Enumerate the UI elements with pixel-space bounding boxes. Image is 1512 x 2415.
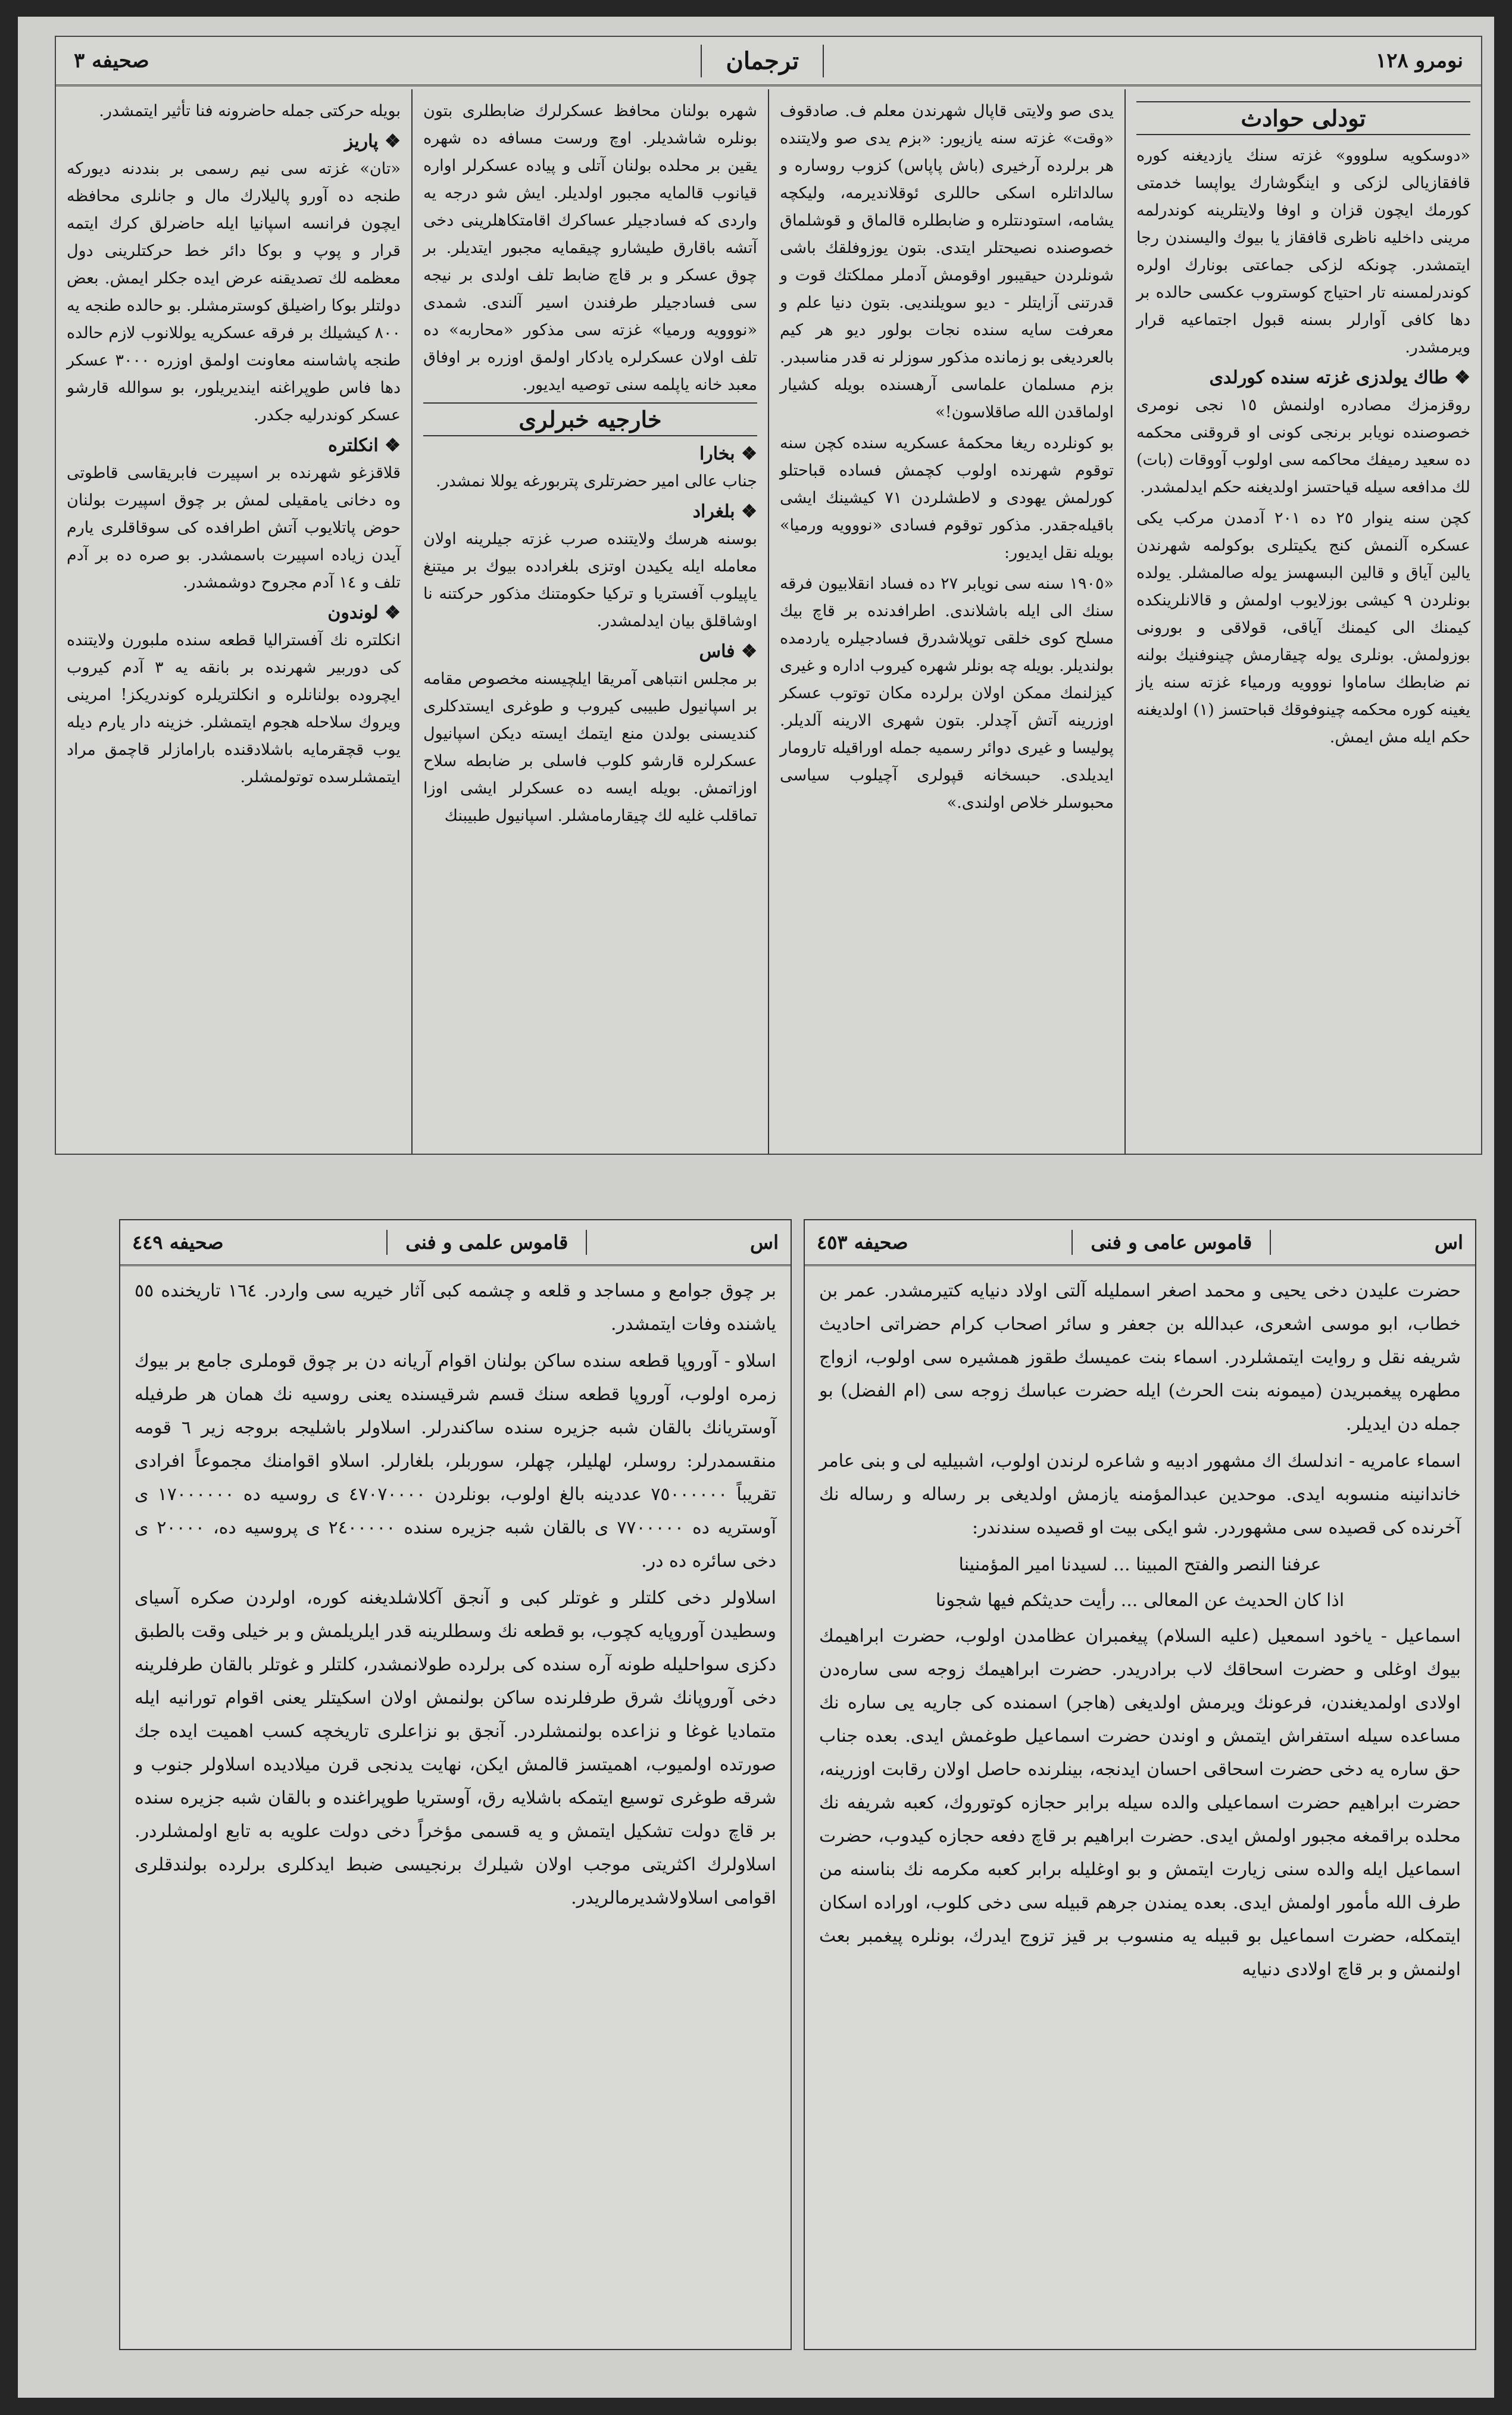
article-text: بوسنه هرسك ولايتنده صرب غزته جيلرينه اولان معامله ايله يكيدن اوتزى بلغرادده بيوك بر ميتنغ ياپيلوب آفستريا و تركيا حكومتنك مذكور حركتنه نا اوشاقلق بيان ايدلمشدر. [423, 530, 757, 630]
newspaper-page [55, 36, 1482, 1155]
article-subheading: ❖ لوندون [67, 602, 401, 623]
article-subheading: ❖ طاك يولدزى غزته سنده كورلدى [1136, 367, 1470, 388]
issue-number: نومرو ۱۲۸ [1375, 49, 1463, 73]
column-two [768, 89, 1124, 1154]
dictionary-page-number: صحيفه ٤٥٣ [817, 1231, 908, 1254]
dictionary-paragraph: اسلاولر دخى كلتلر و غوتلر كبى و آنجق آكلاشلديغنه كوره، اولردن صكره آسياى وسطيدن آوروپايه كچوب، بو قطعه نك وسطلرينه قدر ايلريلمش و بر خيلى وقت بالطبق دكزى سواحليله طونه آره سنده كى برلرده طولانمشدر، كلتلر و غوتلر بالقان طرفلرينه دخى آوروپانك شرق طرفلرنده ساكن بولنمش اولان اسكيتلر يعنى اقوام تورانيه ايله متماديا غوغا و نزاعده بولنمشلردر. آنجق بو نزاعلرى تاريخچه كسب اهميت ايده جك صورتده اولميوب، اهميتسز قالمش ايكن، نهايت يدنجى قرن ميلاديده اسلاولر جنوب و شرقه طوغرى توسيع ايتمكه باشلايه رق، آوستريا طوپراغنده و بالقان شبه جزيره سنده بر قاچ دولت تشكيل ايتمش و يه قسمى مؤخراً دخى دولت علويه به تابع اولمشلردر. اسلاولرك اكثريتى موجب اولان شيلرك برنجيسى ضبط ايدكلرى برلرده بولندقلرى اقوامى اسلاولاشديرمالريدر. [135, 1588, 776, 1908]
article-text: انكلتره نك آفستراليا قطعه سنده ملبورن ولايتنده كى دوربير شهرنده بر بانقه يه ٣ آدم كيروب ايچروده بولنانلره و انكلتريلره كوندريكز! امرينى ويروك سلاحله هجوم ايتمشلر. خزينه دار يارم ديله يوب قچقرمايه باشلادقنده بارامازلر قاچمق مراد ايتمشلرسده توتولمشلر. [67, 631, 401, 786]
dictionary-paragraph: بر چوق جوامع و مساجد و قلعه و چشمه كبى آثار خيريه سى واردر. ١٦٤ تاريخنده ٥٥ ياشنده وفات ايتمشدر. [135, 1280, 776, 1335]
dictionary-paragraph: اسماعيل - ياخود اسمعيل (عليه السلام) پيغمبران عظامدن اولوب، حضرت ابراهيمك بيوك اوغلى و حضرت اسحاقك لاب برادريدر. حضرت ابراهيمك زوجه سى سارەدن اولادى اولمديغندن، فرعونك ويرمش اولديغى (هاجر) اسمنده كى جاريه يى ساره نك مساعده سيله استفراش ايتمش و اوندن حضرت اسماعيل طوغمش ايدى. بعده جناب حق ساره يه دخى حضرت اسحاقى احسان ايدنجه، بينلرنده حاصل اولان رقابت اوزرينه، حضرت ابراهيم حضرت اسماعيلى والده سيله برابر حجازه كوتوروك، كعبه شريفه نك محلده براقمغه مجبور اولمش ايدى. حضرت ابراهيم بر قاچ دفعه حجازه كيدوب، حضرت اسماعيل ايله والده سنى زيارت ايتمش و بو اوغليله برابر كعبه مكرمه نك بناسنه من طرف الله مأمور اولمش ايدى. بعده يمندن جرهم قبيله سى دخى كلوب، اوراده اسكان ايتمكله، حضرت اسماعيل بو قبيله يه منسوب بر قيز تزوج ايدرك، بونلره پيغمبر بعث اولنمش و بر قاچ اولادى دنيايه [819, 1626, 1461, 1980]
article-text: كچن سنه ينوار ٢٥ ده ٢٠١ آدمدن مركب يكى عسكره آلنمش كنج يكيتلرى بوكولمه شهرندن يالين آياق و قالين البسهسز يوله صالمشلر. يولده بونلردن ٩ كيشى بوزلايوب اولمش و قالانلرينكده كيمنك الى كيمنك آياقى، قولاقى و بورونى بوزولمش. بونلرى يوله چيقارمش چينوفنيك بولنه نم ضابطك ساماوا نووويه ورمياء غزته سنه ياز يغينه كوره محكمه چينوفوقك قباحتسز (١) اولديغنه حكم ايله مش ايمش. [1136, 509, 1470, 746]
dictionary-letter: اس [750, 1231, 779, 1254]
dictionary-paragraph: اسلاو - آوروپا قطعه سنده ساكن بولنان اقوام آريانه دن بر چوق قوملرى جامع بر بيوك زمره اولوب، آوروپا قطعه سنك قسم شرقيسنده يعنى روسيه نك همان هر طرفيله آوستريانك بالقان شبه جزيره سنده ساكندرلر. اسلاولر باشليجه بروجه زير ٦ قومه منقسمدرلر: روسلر، لهليلر، چهلر، سوربلر، بلغارلر. اسلاو اقوامنك مجموعاً افرادى تقريباً ٧٥٠٠٠٠٠٠ عددينه بالغ اولوب، بونلردن ٤٧٠٧٠٠٠٠ ى روسيه ده ١٧٠٠٠٠٠٠ ى آوستريه ده ٧٧٠٠٠٠٠ ى بالقان شبه جزيره سنده ٢٤٠٠٠٠٠ ى پروسيه ده، ٢٠٠٠٠ ى دخى سائره ده در. [135, 1351, 777, 1572]
newspaper-header [56, 37, 1481, 86]
article-text: شهره بولنان محافظ عسكرلرك ضابطلرى بتون بونلره شاشديلر. اوچ ورست مسافه ده شهره يقين بر محلده بولنان آتلى و پياده عسكرلر اواره قيانوب قالمايه مجبور اولديلر. ايش شو درجه يه واردى كه فسادجيلر عساكرك اقامتكاهلرينى دخى آتشه باقارق طيشارو چيقمايه مجبور ايتديلر. بر چوق عسكر و بر قاچ ضابط تلف اولدى بر نيجه سى فسادجيلر طرفندن اسير آلندى. شمدى «نووويه ورميا» غزته سى مذكور «محاربه» ده تلف اولان عسكرلره يادكار اولمق اوزره بر اوفاق معبد خانه ياپلمه سنى توصيه ايديور. [423, 102, 757, 394]
article-text: جناب عالى امير حضرتلرى پتربورغه يوللا نمشدر. [436, 472, 757, 491]
dictionary-body [120, 1266, 791, 1927]
article-text: «دوسكويه سلووو» غزته سنك يازديغنه كوره قافقازيالى لزكى و اينگوشارك يواپسا خدمتى كورمك ايچون قزان و اوفا ولايتلرينه كوندرلمه مرينى داخليه ناظرى قافقاز يا بيوك واليسندن رجا ايتمشدر. چونكه لزكى جماعتى بونارك اولره كوندرلمسنه تار احتياج كوستروب عكسى حالده بر دها كافى آوارلر بسنه قبول اجتماعيه قرار ويرمشدر. [1136, 146, 1470, 357]
poem-line: اذا كان الحديث عن المعالى ... رأيت حديثكم فيها شجونا [935, 1590, 1345, 1611]
article-text: «١٩٠٥ سنه سى نويابر ٢٧ ده فساد انقلابيون فرقه سنك الى ايله باشلاندى. اطرافدنده بر قاچ بيك مسلح كوى خلقى توپلاشدرق فسادجيلره ياردمده بولنديلر. بويله چه بونلر شهره كيروب اداره و غيرى كيزلنمك ممكن اولان برلرده مكان توتوب عسكر اوزرينه آتش آچدلر. بتون شهرى الارينه آلديلر. پوليسا و غيرى دوائر رسميه جمله اوراقيله تارومار ايديلدى. حبسخانه قپولرى آچيلوب سياسى محبوسلر خلاص اولندى.» [780, 574, 1114, 812]
newspaper-columns [56, 89, 1481, 1154]
article-subheading: ❖ بلغراد [423, 501, 757, 522]
article-text: بويله حركتى جمله حاضرونه فنا تأثير ايتمشدر. [99, 102, 401, 120]
article-text: يدى صو ولايتى قاپال شهرندن معلم ف. صادقوف «وقت» غزته سنه يازيور: «بزم يدى صو ولايتنده هر برلرده آرخيرى (باش پاپاس) كزوب روساره و سالداتلره اسكى حاللرى ئوقلانديرمه، وليكچه يشامه، استودنتلره و ضابطلره قالماق و قوشلماق خصوصنده نصيحتلر ايتدى. بتون يوزوفلقك باشى شونلردن حيقيبور اوقومش آدملر مملكتك قوت و قدرتنى آزايتلر - ديو سويلنديى. بتون دنيا علم و معرفت سايه سنده نجات بولور ديو هر كيم بالعرديغى بو زمانده مذكور سوزلر نه قدر مناسبدر. بزم مسلمان علماسى آرهسنده بويله كشيار اولماقدن الله صاقلاسون!» [780, 102, 1114, 421]
dictionary-page-left [119, 1219, 792, 2350]
dictionary-title: قاموس عامى و فنى [1071, 1230, 1271, 1255]
column-heading: خارجيه خبرلرى [423, 402, 757, 436]
article-subheading: ❖ انكلتره [67, 435, 401, 456]
dictionary-page-right [804, 1219, 1476, 2350]
article-text: قلاقزغو شهرنده بر اسپيرت فابريقاسى قاطوتى وه دخانى يامقيلى لمش بر چوق اسپيرت بولنان حوض پاتلايوب آتش اطرافده كى سوقاقلرى يارم آيدن زياده اسپيرت باسمشدر. بو صره ده بر آدم تلف و ١٤ آدم مجروح دوشمشدر. [67, 464, 401, 592]
dictionary-page-number: صحيفه ٤٤٩ [132, 1231, 224, 1254]
article-text: «تان» غزته سى نيم رسمى بر بنددنه ديوركه طنجه ده آورو پاليلارك مال و جانلرى محافظه ايچون فرانسه اسپانيا ايله حاضرلق كرك ايتمه قرار و پوپ و بوكا دائر خط حركتلرينى دول معظمه لك تصديقنه عرض ايده جكلر ايمش. بعض دولتلر بوكا راضيلق كوسترمشلر. بو حالده طنجه يه ٨٠٠ كيشيلك بر فرقه عسكريه يوللانوب لازم حالده طنجه پاشاسنه معاونت اولمق اوزره ٣٠٠٠ عسكر دها فاس طوپراغنه اينديريلور، بو سوالله قارشو عسكر كوندرليه جكدر. [67, 160, 401, 424]
dictionary-header [805, 1220, 1475, 1266]
dictionary-paragraph: حضرت عليدن دخى يحيى و محمد اصغر اسمليله آلتى اولاد دنيايه كتيرمشدر. عمر بن خطاب، ابو موسى اشعرى، عبدالله بن جعفر و سائر اصحاب كرام حضراتى احاديث شريفه نقل و روايت ايتمشلردر. اسماء بنت عميسك طقوز همشيره سى اولوب، ازواج مطهره پيغمبريدن (ميمونه بنت الحرث) ايله حضرت عباسك زوجه سى (ام الفضل) بو جمله دن ايديلر. [819, 1280, 1461, 1435]
masthead-title: ترجمان [701, 45, 824, 77]
dictionary-title: قاموس علمى و فنى [386, 1230, 587, 1255]
article-subheading: ❖ بخارا [423, 443, 757, 464]
article-text: بو كونلرده ريغا محكمهٔ عسكريه سنده كچن سنه توقوم شهرنده اولوب كچمش فساده قباحتلو كورلمش يهودى و لاطشلردن ٧١ كيشينك ايشى باقيلەجقدر. مذكور توقوم فسادى «نووويه ورميا» بويله نقل ايديور: [780, 434, 1114, 562]
page-number: صحيفه ٣ [74, 49, 149, 73]
poem-line: عرفنا النصر والفتح المبينا ... لسيدنا امير المؤمنينا [958, 1554, 1322, 1575]
column-foreign-news [411, 89, 768, 1154]
dictionary-paragraph: اسماء عامريه - اندلسك اك مشهور ادبيه و شاعره لرندن اولوب، اشبيليه لى و بنى عامر خاندانينه منسوبه ايدى. موحدين عبدالمؤمنه يازمش اولديغى بر رساله و رساله نك آخرنده كى قصيده سى مشهوردر. شو ايكى بيت او قصيده سندندر: [819, 1451, 1461, 1538]
scanned-sheet [18, 17, 1494, 2398]
dictionary-letter: اس [1435, 1231, 1463, 1254]
article-subheading: ❖ پاريز [67, 131, 401, 152]
column-local-events [1124, 89, 1481, 1154]
column-four [56, 89, 411, 1154]
article-subheading: ❖ فاس [423, 641, 757, 662]
dictionary-body [805, 1266, 1475, 1998]
article-text: روقزمزك مصادره اولنمش ١٥ نجى نومرى خصوصنده نويابر برنجى كونى او قروقنى محكمه ده سعيد رميفك محاكمه سى اولوب آووقات (بات) لك مدافعه سيله قياحتسز اولديغنه حكم ايدلمشدر. [1136, 396, 1471, 496]
dictionary-header [120, 1220, 791, 1266]
column-heading: تودلى حوادث [1136, 101, 1470, 135]
article-text: بر مجلس انتباهى آمريقا ايلچيسنه مخصوص مقامه بر اسپانيول طبيبى كيروب و طوغرى ايستدكلرى كنديسنى بولدن منع ايتمك ايسته ديكن اسپانيول عسكرلره قارشو كلوب فاسلى بر ضابطه سلاح اوزاتمش. بويله ايسه ده عسكرلر ايشى اوزا تماقلب غليه لك چيقارمامشلر. اسپانيول طبيبنك [423, 670, 757, 825]
